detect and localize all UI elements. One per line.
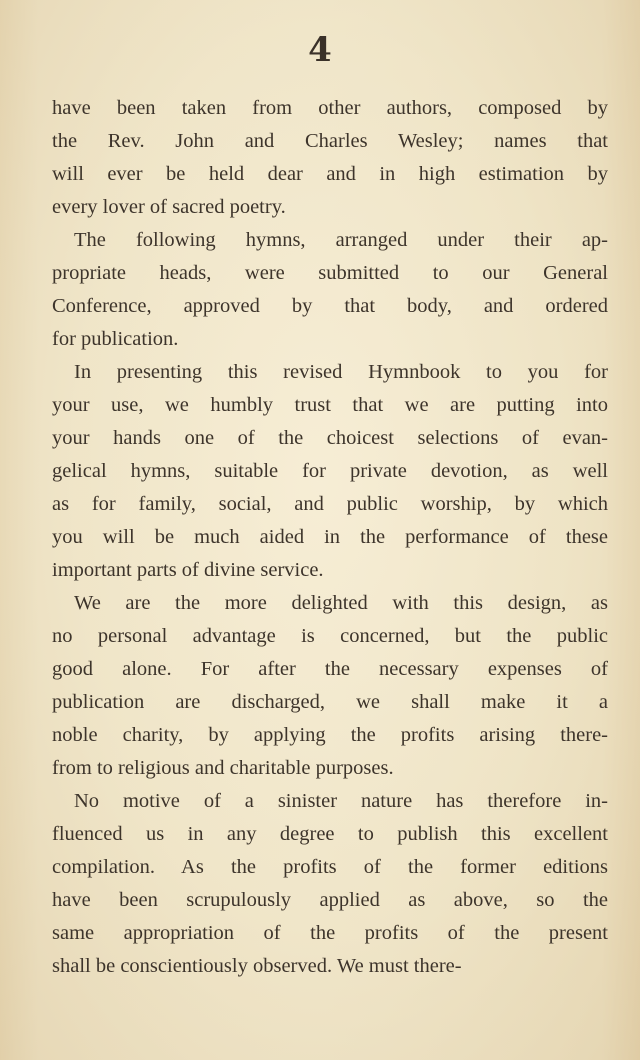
text-line: you will be much aided in the performance of these xyxy=(52,526,608,548)
text-line: noble charity, by applying the profits arising there- xyxy=(52,724,608,746)
text-line: as for family, social, and public worship, by which xyxy=(52,493,608,515)
text-line: important parts of divine service. xyxy=(52,559,324,581)
text-line: We are the more delighted with this design, as xyxy=(74,592,608,614)
text-line: no personal advantage is concerned, but the public xyxy=(52,625,608,647)
text-line: your use, we humbly trust that we are putting into xyxy=(52,394,608,416)
text-line: will ever be held dear and in high estimation by xyxy=(52,163,608,185)
text-line: compilation. As the profits of the former editions xyxy=(52,856,608,878)
page-text xyxy=(52,92,608,983)
text-line: Conference, approved by that body, and ordered xyxy=(52,295,608,317)
paragraph xyxy=(52,224,608,356)
text-line: In presenting this revised Hymnbook to you for xyxy=(74,361,608,383)
page-number: 4 xyxy=(308,30,332,70)
paragraph xyxy=(52,92,608,224)
text-line: for publication. xyxy=(52,328,179,350)
text-line: gelical hymns, suitable for private devotion, as well xyxy=(52,460,608,482)
text-line: the Rev. John and Charles Wesley; names that xyxy=(52,130,608,152)
text-line: fluenced us in any degree to publish this excellent xyxy=(52,823,608,845)
text-line: every lover of sacred poetry. xyxy=(52,196,286,218)
text-line: publication are discharged, we shall make it a xyxy=(52,691,608,713)
text-line: good alone. For after the necessary expenses of xyxy=(52,658,608,680)
text-line: same appropriation of the profits of the present xyxy=(52,922,608,944)
paragraph xyxy=(52,356,608,587)
text-line: have been scrupulously applied as above, so the xyxy=(52,889,608,911)
text-line: your hands one of the choicest selections of evan- xyxy=(52,427,608,449)
text-line: No motive of a sinister nature has therefore in- xyxy=(74,790,608,812)
paragraph xyxy=(52,587,608,785)
text-line: propriate heads, were submitted to our General xyxy=(52,262,608,284)
text-line: The following hymns, arranged under their ap- xyxy=(74,229,608,251)
text-line: from to religious and charitable purposes. xyxy=(52,757,394,779)
text-line: have been taken from other authors, composed by xyxy=(52,97,608,119)
text-line: shall be conscientiously observed. We must there- xyxy=(52,955,462,977)
paragraph xyxy=(52,785,608,983)
